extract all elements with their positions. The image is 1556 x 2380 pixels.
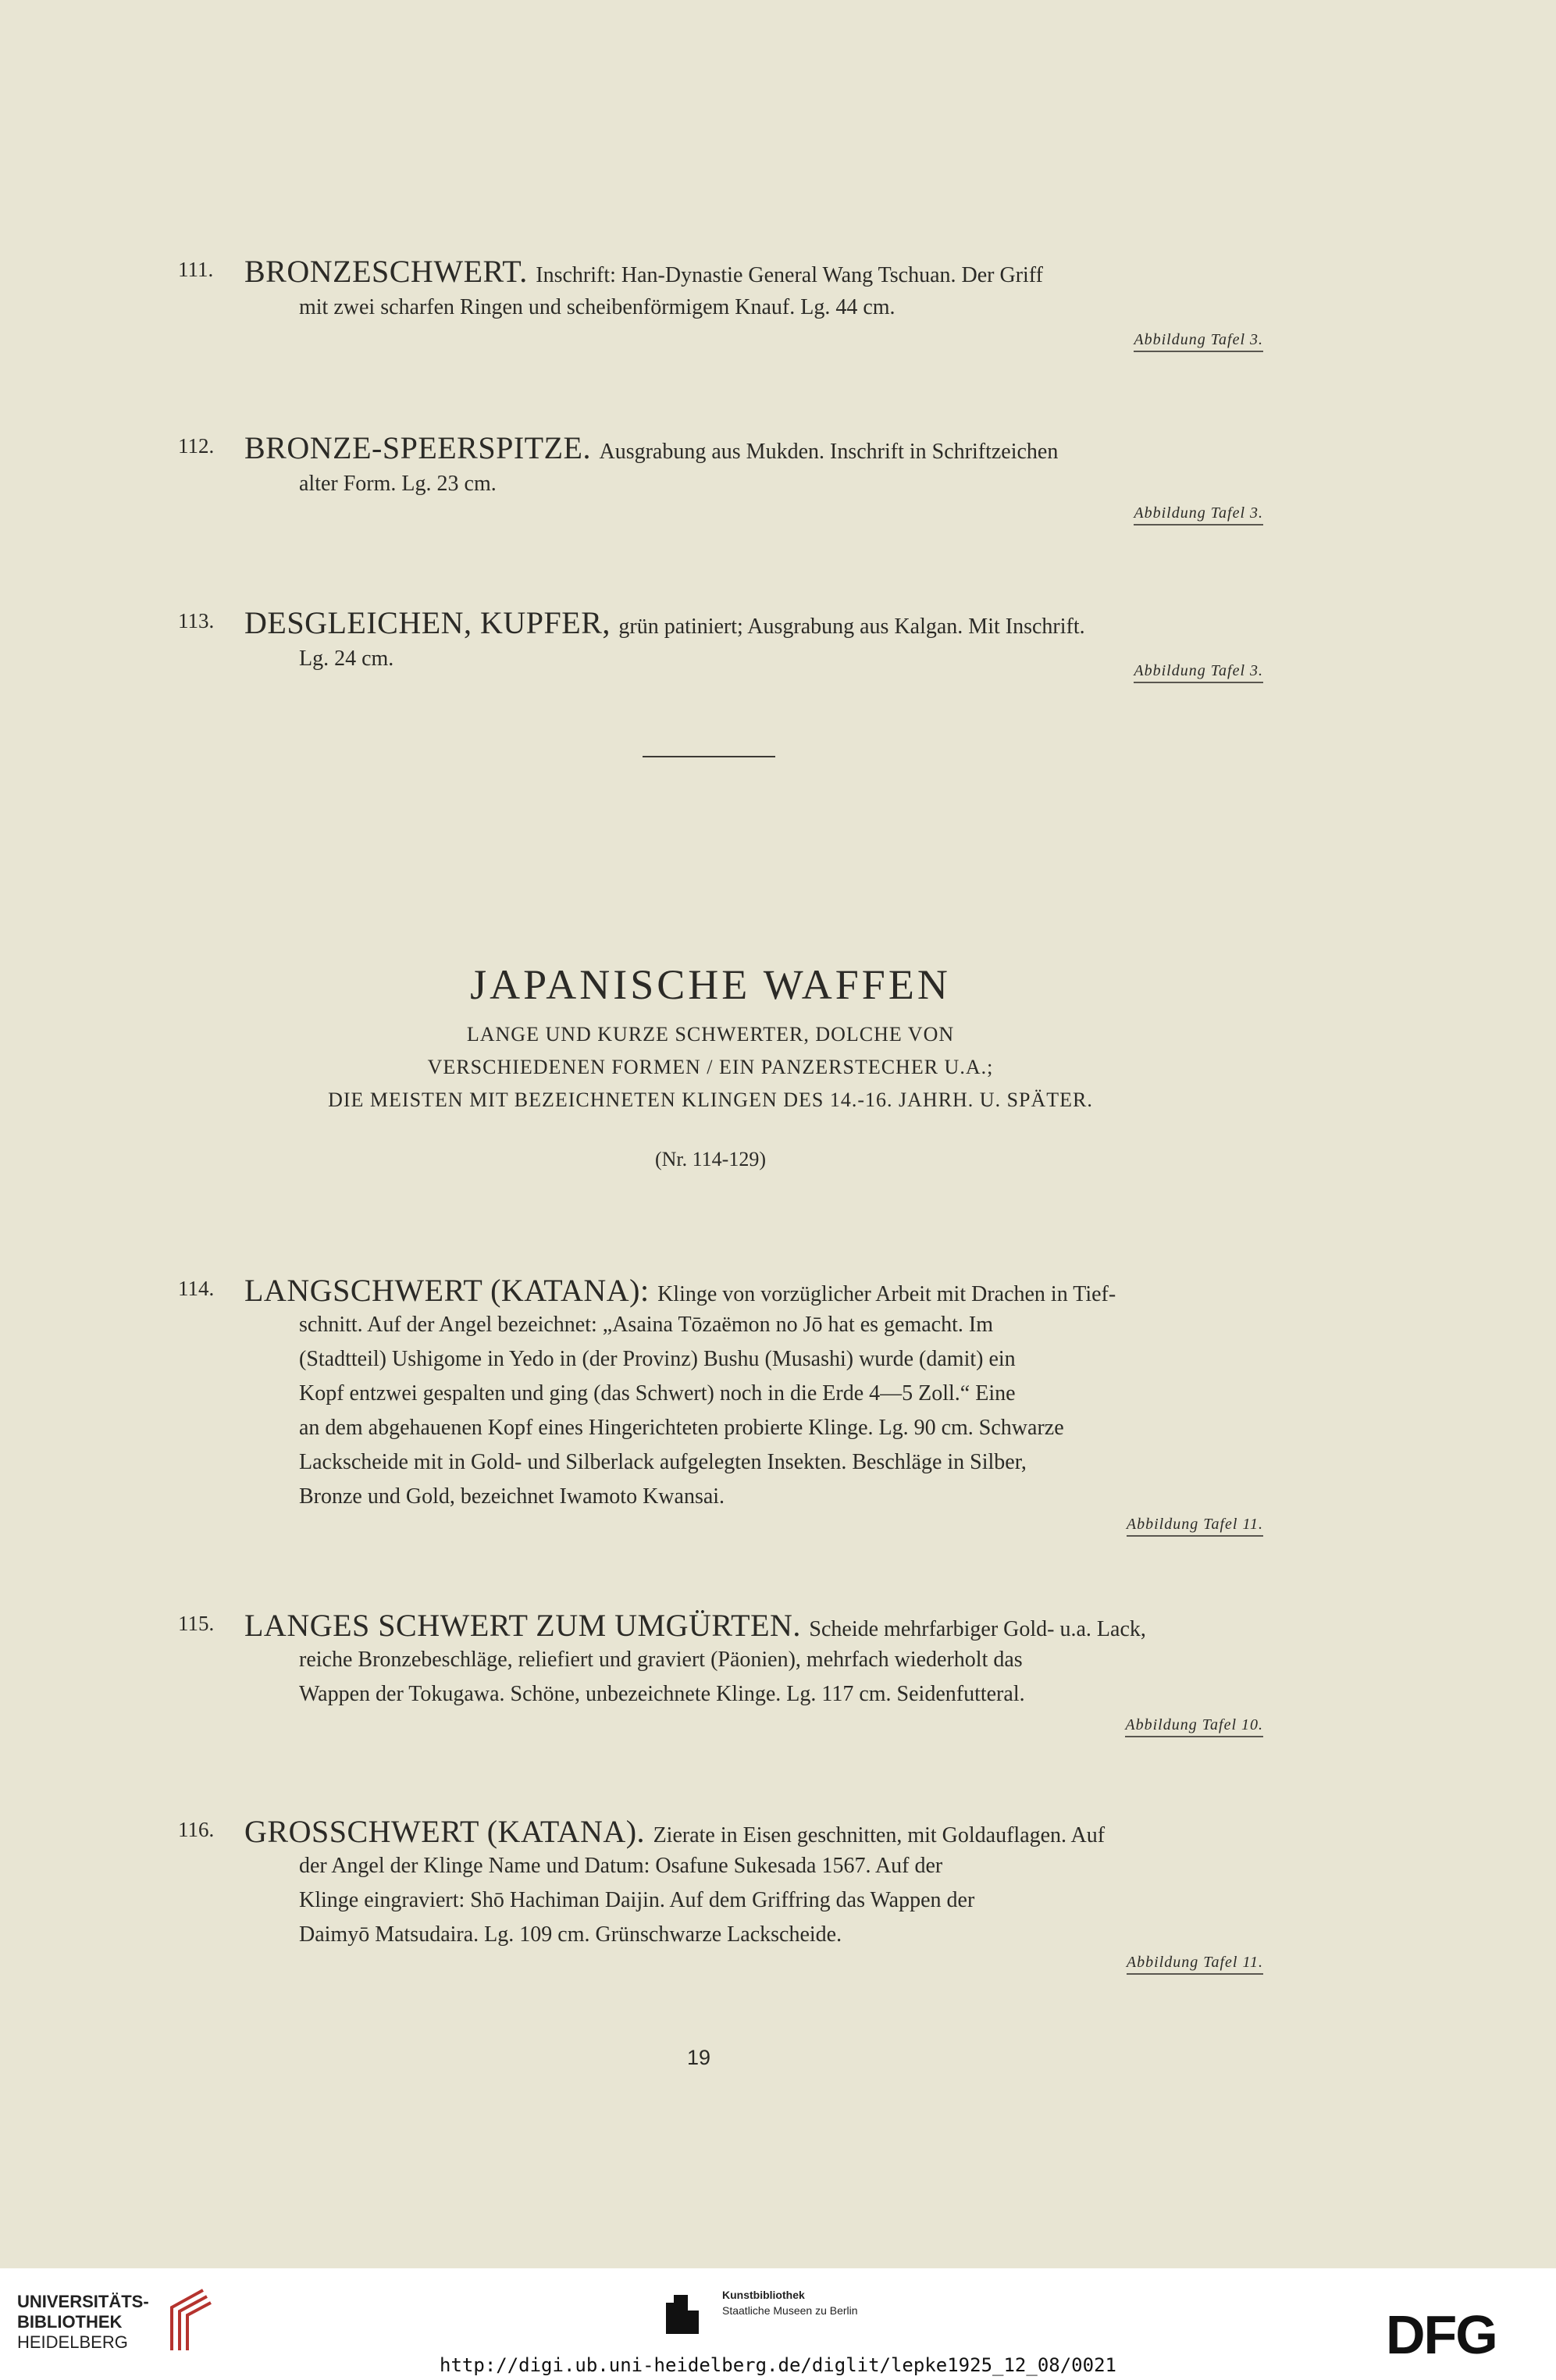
entry-title: GROSSCHWERT (KATANA). (244, 1814, 646, 1849)
entry-text-line: Scheide mehrfarbiger Gold- u.a. Lack, (809, 1617, 1146, 1641)
entry-text-line: an dem abgehauenen Kopf eines Hingerichteten probierte Klinge. Lg. 90 cm. Schwarze (299, 1416, 1064, 1440)
entry-text-line: Wappen der Tokugawa. Schöne, unbezeichnete Klinge. Lg. 117 cm. Seidenfutteral. (299, 1682, 1025, 1706)
plate-reference: Abbildung Tafel 11. (1127, 1954, 1263, 1975)
permalink-url[interactable]: http://digi.ub.uni-heidelberg.de/diglit/lepke1925_12_08/0021 (440, 2354, 1116, 2376)
section-subtitle-line: DIE MEISTEN MIT BEZEICHNETEN KLINGEN DES 14.-16. JAHRH. U. SPÄTER. (328, 1088, 1093, 1111)
plate-reference: Abbildung Tafel 3. (1134, 662, 1263, 683)
plate-reference: Abbildung Tafel 10. (1125, 1716, 1263, 1737)
entry-text-line: Inschrift: Han-Dynastie General Wang Tschuan. Der Griff (536, 263, 1043, 287)
entry-title: LANGSCHWERT (KATANA): (244, 1273, 650, 1308)
entry-text-line: Ausgrabung aus Mukden. Inschrift in Schriftzeichen (599, 440, 1059, 464)
entry-text-line: grün patiniert; Ausgrabung aus Kalgan. Mit Inschrift. (618, 615, 1085, 639)
entry-text-line: schnitt. Auf der Angel bezeichnet: „Asaina Tōzaëmon no Jō hat es gemacht. Im (299, 1313, 993, 1337)
section-subtitle-line: VERSCHIEDENEN FORMEN / EIN PANZERSTECHER U.A.; (427, 1056, 994, 1078)
kunstbibliothek-logo-icon[interactable] (660, 2287, 714, 2342)
entry-body (299, 467, 1263, 501)
university-library-logo[interactable] (17, 2292, 149, 2353)
entry-text-line: reiche Bronzebeschläge, reliefiert und graviert (Päonien), mehrfach wiederholt das (299, 1648, 1023, 1672)
entry-body (299, 290, 1263, 325)
entry-number: 116. (178, 1818, 215, 1841)
entry-text-line: Zierate in Eisen geschnitten, mit Goldauflagen. Auf (653, 1823, 1106, 1847)
entry-text-line: Lackscheide mit in Gold- und Silberlack aufgelegten Insekten. Beschläge in Silber, (299, 1450, 1027, 1474)
entry-text-line: der Angel der Klinge Name und Datum: Osafune Sukesada 1567. Auf der (299, 1854, 943, 1878)
entry-heading (244, 253, 1043, 290)
entry-number: 114. (178, 1277, 215, 1300)
section-subtitle (0, 1018, 1421, 1117)
entry-number: 115. (178, 1612, 215, 1635)
entry-text-line: Kopf entzwei gespalten und ging (das Schwert) noch in die Erde 4—5 Zoll.“ Eine (299, 1381, 1016, 1406)
number-range: (Nr. 114-129) (654, 1148, 766, 1170)
entry-title: BRONZESCHWERT. (244, 254, 528, 289)
kb-subtitle: Staatliche Museen zu Berlin (722, 2304, 858, 2317)
entry-heading (244, 1272, 1116, 1309)
section-divider (643, 756, 775, 757)
dfg-logo[interactable]: DFG (1386, 2304, 1497, 2365)
entry-text-line: Daimyō Matsudaira. Lg. 109 cm. Grünschwarze Lackscheide. (299, 1922, 842, 1947)
logo-text-line: BIBLIOTHEK (17, 2312, 123, 2332)
section-subtitle-line: LANGE UND KURZE SCHWERTER, DOLCHE VON (466, 1023, 955, 1046)
library-mark-icon (160, 2284, 215, 2354)
entry-text-line: Klinge von vorzüglicher Arbeit mit Drachen in Tief- (657, 1282, 1116, 1306)
logo-text-line: HEIDELBERG (17, 2332, 128, 2352)
logo-text-line: UNIVERSITÄTS- (17, 2292, 149, 2311)
plate-reference: Abbildung Tafel 3. (1134, 331, 1263, 352)
entry-text-line: Bronze und Gold, bezeichnet Iwamoto Kwansai. (299, 1484, 725, 1509)
entry-body (299, 1849, 1263, 1952)
kunstbibliothek-text (722, 2287, 858, 2318)
kb-name: Kunstbibliothek (722, 2289, 805, 2301)
entry-title: BRONZE-SPEERSPITZE. (244, 430, 591, 465)
entry-heading (244, 1813, 1105, 1850)
entry-heading (244, 1607, 1146, 1644)
entry-body (299, 642, 1263, 676)
entry-title: DESGLEICHEN, KUPFER, (244, 605, 611, 640)
entry-title: LANGES SCHWERT ZUM UMGÜRTEN. (244, 1608, 801, 1643)
plate-reference: Abbildung Tafel 11. (1127, 1516, 1263, 1537)
plate-reference: Abbildung Tafel 3. (1134, 504, 1263, 526)
entry-heading (244, 604, 1085, 641)
entry-text-line: mit zwei scharfen Ringen und scheibenförmigem Knauf. Lg. 44 cm. (299, 295, 896, 319)
entry-heading (244, 429, 1058, 466)
page-number: 19 (687, 2046, 711, 2069)
entry-text-line: alter Form. Lg. 23 cm. (299, 472, 497, 496)
section-title: JAPANISCHE WAFFEN (470, 961, 951, 1008)
entry-text-line: (Stadtteil) Ushigome in Yedo in (der Provinz) Bushu (Musashi) wurde (damit) ein (299, 1347, 1016, 1371)
entry-body (299, 1308, 1263, 1514)
entry-number: 112. (178, 434, 215, 458)
entry-body (299, 1643, 1263, 1712)
entry-text-line: Lg. 24 cm. (299, 647, 394, 671)
entry-text-line: Klinge eingraviert: Shō Hachiman Daijin. Auf dem Griffring das Wappen der (299, 1888, 975, 1912)
entry-number: 111. (178, 258, 214, 281)
digitization-footer (0, 2268, 1556, 2380)
entry-number: 113. (178, 609, 215, 632)
